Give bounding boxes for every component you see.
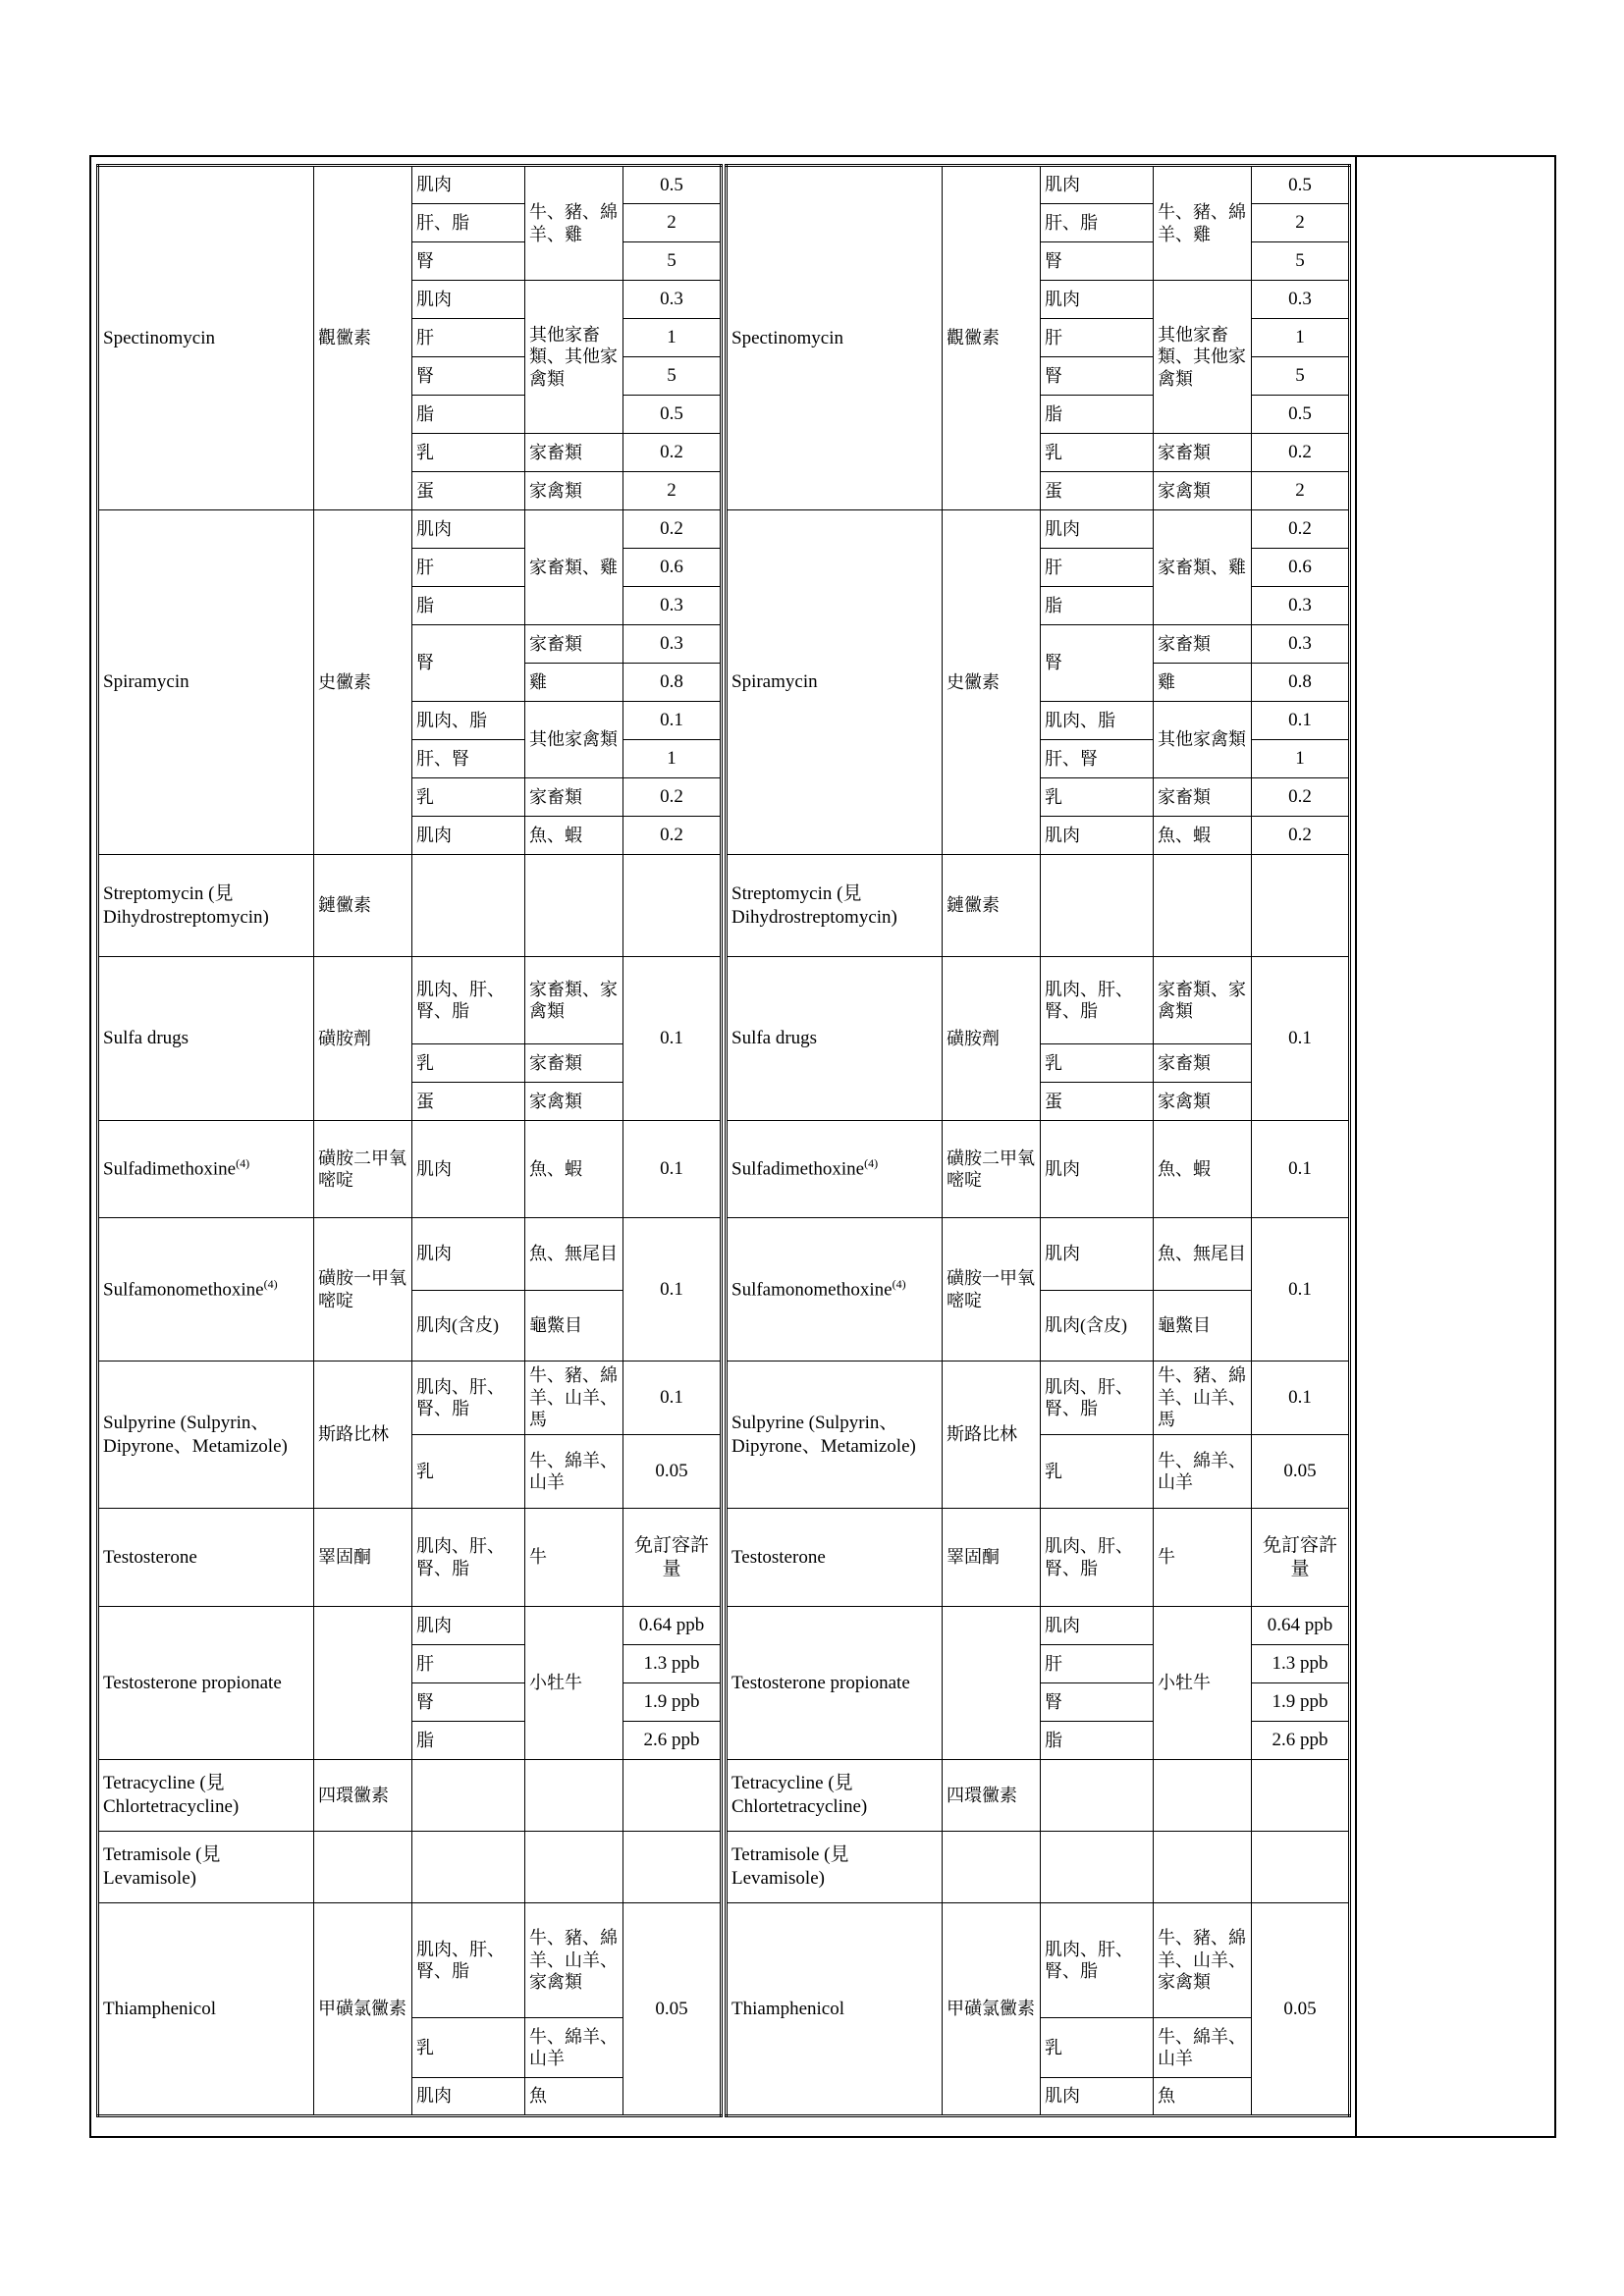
species-cell: 牛、綿羊、山羊: [1154, 2018, 1252, 2078]
drug-name-en: Thiamphenicol: [98, 1903, 314, 2116]
species-cell: 魚、無尾目: [525, 1218, 623, 1291]
species-cell: 家畜類、家禽類: [525, 957, 623, 1044]
drug-name-en: Spectinomycin: [98, 166, 314, 510]
tissue-cell: 肌肉、脂: [412, 702, 525, 740]
table-row: [98, 855, 722, 957]
footnote-ref: (4): [864, 1156, 879, 1171]
tissue-cell: 肝: [412, 1645, 525, 1683]
tissue-cell: 肌肉、肝、腎、脂: [412, 1903, 525, 2018]
tissue-cell: 腎: [1041, 357, 1154, 396]
tissue-cell: 肌肉: [1041, 1607, 1154, 1645]
table-row: [98, 1218, 722, 1291]
species-cell: 家畜類: [1154, 1044, 1252, 1083]
drug-name-en: Tetramisole (見Levamisole): [98, 1832, 314, 1903]
drug-name-en: Tetracycline (見Chlortetracycline): [98, 1760, 314, 1832]
tissue-cell: 蛋: [1041, 1083, 1154, 1121]
tolerance-value: 0.3: [623, 587, 722, 625]
tissue-cell: 肌肉: [1041, 1218, 1154, 1291]
tolerance-value: 0.6: [623, 549, 722, 587]
tissue-cell: 肌肉、肝、腎、脂: [412, 957, 525, 1044]
tissue-cell: 乳: [412, 1435, 525, 1509]
tissue-cell: 肌肉、肝、腎、脂: [1041, 1362, 1154, 1435]
tissue-cell: 肝、脂: [1041, 204, 1154, 242]
species-cell: 牛、豬、綿羊、雞: [1154, 166, 1252, 281]
table-row: [98, 1903, 722, 2018]
drug-name-en: Spiramycin: [727, 510, 943, 855]
drug-name-zh: [943, 1832, 1041, 1903]
tolerance-value: 5: [623, 242, 722, 281]
species-cell: 家畜類: [1154, 434, 1252, 472]
tissue-cell: 脂: [412, 1722, 525, 1760]
tolerance-value: 0.64 ppb: [1252, 1607, 1350, 1645]
species-cell: 牛、豬、綿羊、雞: [525, 166, 623, 281]
species-cell: [1154, 1760, 1252, 1832]
species-cell: 魚、蝦: [1154, 1121, 1252, 1218]
species-cell: [1154, 1832, 1252, 1903]
tissue-cell: 肝: [1041, 1645, 1154, 1683]
tolerance-value: 0.2: [1252, 778, 1350, 817]
drug-name-zh: 睪固酮: [314, 1509, 412, 1607]
tolerance-value: 1: [1252, 319, 1350, 357]
tolerance-value: 0.05: [623, 1435, 722, 1509]
table-row: [727, 1903, 1350, 2018]
tissue-cell: 肌肉(含皮): [412, 1291, 525, 1362]
tissue-cell: 乳: [1041, 434, 1154, 472]
tissue-cell: 蛋: [412, 472, 525, 510]
tolerance-value: 1.9 ppb: [1252, 1683, 1350, 1722]
mrl-table-left: [96, 164, 723, 2117]
tissue-cell: 蛋: [1041, 472, 1154, 510]
species-cell: 其他家禽類: [525, 702, 623, 778]
tissue-cell: 肌肉: [1041, 281, 1154, 319]
tissue-cell: 肌肉、肝、腎、脂: [1041, 957, 1154, 1044]
drug-name-zh: 斯路比林: [943, 1362, 1041, 1509]
tissue-cell: 肌肉: [412, 1607, 525, 1645]
tissue-cell: 脂: [412, 587, 525, 625]
drug-name-en: Testosterone: [727, 1509, 943, 1607]
tissue-cell: 脂: [1041, 1722, 1154, 1760]
tolerance-value: 0.1: [1252, 957, 1350, 1121]
species-cell: [1154, 855, 1252, 957]
table-row: [727, 1607, 1350, 1645]
drug-name-zh: [943, 1607, 1041, 1760]
tissue-cell: 乳: [412, 434, 525, 472]
tolerance-value: [1252, 1832, 1350, 1903]
tissue-cell: 乳: [1041, 2018, 1154, 2078]
tolerance-value: 0.1: [1252, 702, 1350, 740]
drug-name-zh: [314, 1832, 412, 1903]
tolerance-value: 0.2: [1252, 510, 1350, 549]
tolerance-value: 0.5: [623, 166, 722, 204]
tolerance-value: 0.1: [1252, 1121, 1350, 1218]
tissue-cell: 肝、腎: [412, 740, 525, 778]
tissue-cell: [412, 855, 525, 957]
tolerance-value: 0.1: [623, 1362, 722, 1435]
tissue-cell: 腎: [1041, 242, 1154, 281]
species-cell: 牛、綿羊、山羊: [1154, 1435, 1252, 1509]
species-cell: 家畜類: [525, 778, 623, 817]
tolerance-value: 0.64 ppb: [623, 1607, 722, 1645]
drug-name-zh: 鏈黴素: [314, 855, 412, 957]
tissue-cell: 肌肉、肝、腎、脂: [1041, 1509, 1154, 1607]
drug-name-en: Sulpyrine (Sulpyrin、Dipyrone、Metamizole): [98, 1362, 314, 1509]
species-cell: [525, 855, 623, 957]
tolerance-value: 5: [623, 357, 722, 396]
tissue-cell: 肌肉: [412, 1218, 525, 1291]
drug-name-zh: 史黴素: [943, 510, 1041, 855]
tissue-cell: 肝: [1041, 549, 1154, 587]
species-cell: 其他家禽類: [1154, 702, 1252, 778]
tissue-cell: 腎: [1041, 625, 1154, 702]
tissue-cell: 腎: [1041, 1683, 1154, 1722]
tissue-cell: 肌肉: [412, 510, 525, 549]
tolerance-value: 0.5: [1252, 396, 1350, 434]
species-cell: 魚: [525, 2078, 623, 2116]
tolerance-value: 1: [623, 319, 722, 357]
species-cell: 牛、綿羊、山羊: [525, 2018, 623, 2078]
tissue-cell: 肝: [412, 549, 525, 587]
tolerance-value: 免訂容許量: [623, 1509, 722, 1607]
species-cell: 家畜類: [525, 1044, 623, 1083]
tolerance-value: [623, 1832, 722, 1903]
table-row: [98, 1760, 722, 1832]
drug-name-en: Tetramisole (見Levamisole): [727, 1832, 943, 1903]
tissue-cell: 乳: [412, 778, 525, 817]
tolerance-value: 5: [1252, 357, 1350, 396]
drug-name-en: Thiamphenicol: [727, 1903, 943, 2116]
drug-name-zh: [314, 1607, 412, 1760]
tissue-cell: 肌肉: [1041, 510, 1154, 549]
tissue-cell: 腎: [412, 1683, 525, 1722]
table-row: [98, 1362, 722, 1435]
tolerance-value: [1252, 1760, 1350, 1832]
tissue-cell: 腎: [412, 242, 525, 281]
tissue-cell: 脂: [412, 396, 525, 434]
species-cell: 家畜類: [1154, 625, 1252, 664]
species-cell: 其他家畜類、其他家禽類: [1154, 281, 1252, 434]
tolerance-value: 2: [1252, 204, 1350, 242]
tissue-cell: 肌肉(含皮): [1041, 1291, 1154, 1362]
tolerance-value: 0.5: [1252, 166, 1350, 204]
species-cell: 家畜類: [525, 625, 623, 664]
tissue-cell: 肌肉: [412, 1121, 525, 1218]
tissue-cell: 肌肉: [412, 2078, 525, 2116]
mrl-table-right: [725, 164, 1351, 2117]
tissue-cell: 肝、脂: [412, 204, 525, 242]
drug-name-en: Sulfa drugs: [98, 957, 314, 1121]
species-cell: 家畜類、雞: [525, 510, 623, 625]
drug-name-zh: 四環黴素: [314, 1760, 412, 1832]
right-column-divider: [1355, 157, 1357, 2136]
species-cell: 牛: [525, 1509, 623, 1607]
tolerance-value: 2: [1252, 472, 1350, 510]
drug-name-en: Sulfadimethoxine$^{(4)}$: [98, 1121, 314, 1218]
species-cell: 家禽類: [525, 1083, 623, 1121]
tolerance-value: 1: [1252, 740, 1350, 778]
tolerance-value: 0.2: [1252, 817, 1350, 855]
drug-name-zh: 磺胺一甲氧嘧啶: [943, 1218, 1041, 1362]
drug-name-zh: 磺胺二甲氧嘧啶: [314, 1121, 412, 1218]
tolerance-value: 2.6 ppb: [623, 1722, 722, 1760]
tolerance-value: 免訂容許量: [1252, 1509, 1350, 1607]
drug-name-en: Sulfadimethoxine$^{(4)}$: [727, 1121, 943, 1218]
drug-name-zh: 觀黴素: [943, 166, 1041, 510]
species-cell: 牛: [1154, 1509, 1252, 1607]
species-cell: 龜鱉目: [1154, 1291, 1252, 1362]
tolerance-value: 0.2: [623, 510, 722, 549]
tolerance-value: 2: [623, 204, 722, 242]
tissue-cell: 乳: [1041, 1044, 1154, 1083]
tolerance-value: 0.8: [1252, 664, 1350, 702]
table-row: [98, 1121, 722, 1218]
table-row: [727, 1121, 1350, 1218]
tolerance-value: 2.6 ppb: [1252, 1722, 1350, 1760]
tolerance-value: [623, 855, 722, 957]
tolerance-value: 2: [623, 472, 722, 510]
tolerance-value: 0.1: [623, 702, 722, 740]
tolerance-value: [623, 1760, 722, 1832]
tissue-cell: 腎: [412, 625, 525, 702]
table-row: [98, 510, 722, 549]
drug-name-en: Streptomycin (見Dihydrostreptomycin): [727, 855, 943, 957]
species-cell: 牛、綿羊、山羊: [525, 1435, 623, 1509]
table-row: [727, 855, 1350, 957]
tolerance-value: 0.3: [1252, 587, 1350, 625]
tolerance-value: 0.3: [1252, 625, 1350, 664]
table-row: [727, 166, 1350, 204]
tissue-cell: 肌肉: [412, 281, 525, 319]
species-cell: 龜鱉目: [525, 1291, 623, 1362]
tissue-cell: 乳: [1041, 778, 1154, 817]
tolerance-value: 0.05: [1252, 1435, 1350, 1509]
tolerance-value: 0.3: [623, 281, 722, 319]
drug-name-zh: 甲磺氯黴素: [943, 1903, 1041, 2116]
tolerance-value: 1.9 ppb: [623, 1683, 722, 1722]
tissue-cell: 腎: [412, 357, 525, 396]
tissue-cell: 肝: [412, 319, 525, 357]
tissue-cell: 脂: [1041, 396, 1154, 434]
drug-name-en: Testosterone: [98, 1509, 314, 1607]
tolerance-value: [1252, 855, 1350, 957]
drug-name-en: Sulfamonomethoxine$^{(4)}$: [98, 1218, 314, 1362]
tolerance-value: 0.05: [623, 1903, 722, 2116]
tissue-cell: 乳: [1041, 1435, 1154, 1509]
drug-name-en: Spectinomycin: [727, 166, 943, 510]
table-row: [727, 957, 1350, 1044]
species-cell: 牛、豬、綿羊、山羊、馬: [1154, 1362, 1252, 1435]
tolerance-value: 0.3: [1252, 281, 1350, 319]
drug-name-en: Tetracycline (見Chlortetracycline): [727, 1760, 943, 1832]
footnote-ref: (4): [892, 1276, 906, 1291]
species-cell: 家禽類: [1154, 1083, 1252, 1121]
tissue-cell: 肝: [1041, 319, 1154, 357]
tissue-cell: [412, 1760, 525, 1832]
species-cell: 其他家畜類、其他家禽類: [525, 281, 623, 434]
species-cell: 魚: [1154, 2078, 1252, 2116]
tissue-cell: 乳: [412, 2018, 525, 2078]
tissue-cell: [412, 1832, 525, 1903]
species-cell: 家畜類: [1154, 778, 1252, 817]
tolerance-value: 1.3 ppb: [623, 1645, 722, 1683]
tolerance-value: 0.2: [623, 434, 722, 472]
table-row: [727, 1362, 1350, 1435]
species-cell: 魚、蝦: [525, 1121, 623, 1218]
tissue-cell: [1041, 1832, 1154, 1903]
tolerance-value: 0.1: [1252, 1362, 1350, 1435]
drug-name-zh: 斯路比林: [314, 1362, 412, 1509]
tissue-cell: 肌肉: [1041, 1121, 1154, 1218]
drug-name-en: Testosterone propionate: [98, 1607, 314, 1760]
table-row: [98, 1509, 722, 1607]
drug-name-en: Spiramycin: [98, 510, 314, 855]
tissue-cell: [1041, 855, 1154, 957]
drug-name-en: Testosterone propionate: [727, 1607, 943, 1760]
species-cell: 小牡牛: [525, 1607, 623, 1760]
drug-name-zh: 磺胺劑: [943, 957, 1041, 1121]
table-row: [727, 1832, 1350, 1903]
species-cell: 牛、豬、綿羊、山羊、家禽類: [525, 1903, 623, 2018]
drug-name-zh: 睪固酮: [943, 1509, 1041, 1607]
drug-name-zh: 甲磺氯黴素: [314, 1903, 412, 2116]
tissue-cell: [1041, 1760, 1154, 1832]
tissue-cell: 肌肉: [1041, 166, 1154, 204]
drug-name-zh: 四環黴素: [943, 1760, 1041, 1832]
tissue-cell: 肝、腎: [1041, 740, 1154, 778]
species-cell: 家禽類: [525, 472, 623, 510]
tissue-cell: 肌肉: [1041, 2078, 1154, 2116]
tolerance-value: 0.2: [1252, 434, 1350, 472]
tolerance-value: 1.3 ppb: [1252, 1645, 1350, 1683]
tissue-cell: 肌肉、脂: [1041, 702, 1154, 740]
drug-name-zh: 磺胺二甲氧嘧啶: [943, 1121, 1041, 1218]
drug-name-en: Streptomycin (見Dihydrostreptomycin): [98, 855, 314, 957]
footnote-ref: (4): [236, 1156, 250, 1171]
tolerance-value: 0.1: [623, 1218, 722, 1362]
species-cell: 小牡牛: [1154, 1607, 1252, 1760]
species-cell: 雞: [525, 664, 623, 702]
tolerance-value: 0.2: [623, 817, 722, 855]
tissue-cell: 乳: [412, 1044, 525, 1083]
drug-name-zh: 鏈黴素: [943, 855, 1041, 957]
tolerance-value: 0.5: [623, 396, 722, 434]
table-row: [98, 1832, 722, 1903]
tissue-cell: 蛋: [412, 1083, 525, 1121]
tolerance-value: 0.1: [623, 1121, 722, 1218]
drug-name-en: Sulpyrine (Sulpyrin、Dipyrone、Metamizole): [727, 1362, 943, 1509]
tolerance-value: 0.8: [623, 664, 722, 702]
species-cell: [525, 1760, 623, 1832]
species-cell: 雞: [1154, 664, 1252, 702]
footnote-ref: (4): [263, 1276, 278, 1291]
tolerance-value: 0.6: [1252, 549, 1350, 587]
drug-name-en: Sulfamonomethoxine$^{(4)}$: [727, 1218, 943, 1362]
species-cell: 家禽類: [1154, 472, 1252, 510]
species-cell: 牛、豬、綿羊、山羊、家禽類: [1154, 1903, 1252, 2018]
tolerance-value: 0.3: [623, 625, 722, 664]
species-cell: 魚、無尾目: [1154, 1218, 1252, 1291]
species-cell: 魚、蝦: [1154, 817, 1252, 855]
drug-name-zh: 磺胺一甲氧嘧啶: [314, 1218, 412, 1362]
table-row: [98, 957, 722, 1044]
drug-name-en: Sulfa drugs: [727, 957, 943, 1121]
species-cell: [525, 1832, 623, 1903]
tissue-cell: 肌肉、肝、腎、脂: [1041, 1903, 1154, 2018]
drug-name-zh: 磺胺劑: [314, 957, 412, 1121]
species-cell: 家畜類、雞: [1154, 510, 1252, 625]
species-cell: 牛、豬、綿羊、山羊、馬: [525, 1362, 623, 1435]
table-row: [98, 1607, 722, 1645]
tolerance-value: 1: [623, 740, 722, 778]
tissue-cell: 脂: [1041, 587, 1154, 625]
drug-name-zh: 史黴素: [314, 510, 412, 855]
table-row: [727, 1760, 1350, 1832]
tolerance-value: 0.1: [1252, 1218, 1350, 1362]
species-cell: 家畜類、家禽類: [1154, 957, 1252, 1044]
table-row: [727, 1218, 1350, 1291]
tissue-cell: 肌肉: [412, 817, 525, 855]
table-row: [727, 510, 1350, 549]
table-row: [98, 166, 722, 204]
drug-name-zh: 觀黴素: [314, 166, 412, 510]
tolerance-value: 0.1: [623, 957, 722, 1121]
tolerance-value: 0.2: [623, 778, 722, 817]
species-cell: 家畜類: [525, 434, 623, 472]
tolerance-value: 5: [1252, 242, 1350, 281]
tissue-cell: 肌肉、肝、腎、脂: [412, 1362, 525, 1435]
tissue-cell: 肌肉: [412, 166, 525, 204]
table-row: [727, 1509, 1350, 1607]
species-cell: 魚、蝦: [525, 817, 623, 855]
tolerance-value: 0.05: [1252, 1903, 1350, 2116]
tissue-cell: 肌肉、肝、腎、脂: [412, 1509, 525, 1607]
tissue-cell: 肌肉: [1041, 817, 1154, 855]
